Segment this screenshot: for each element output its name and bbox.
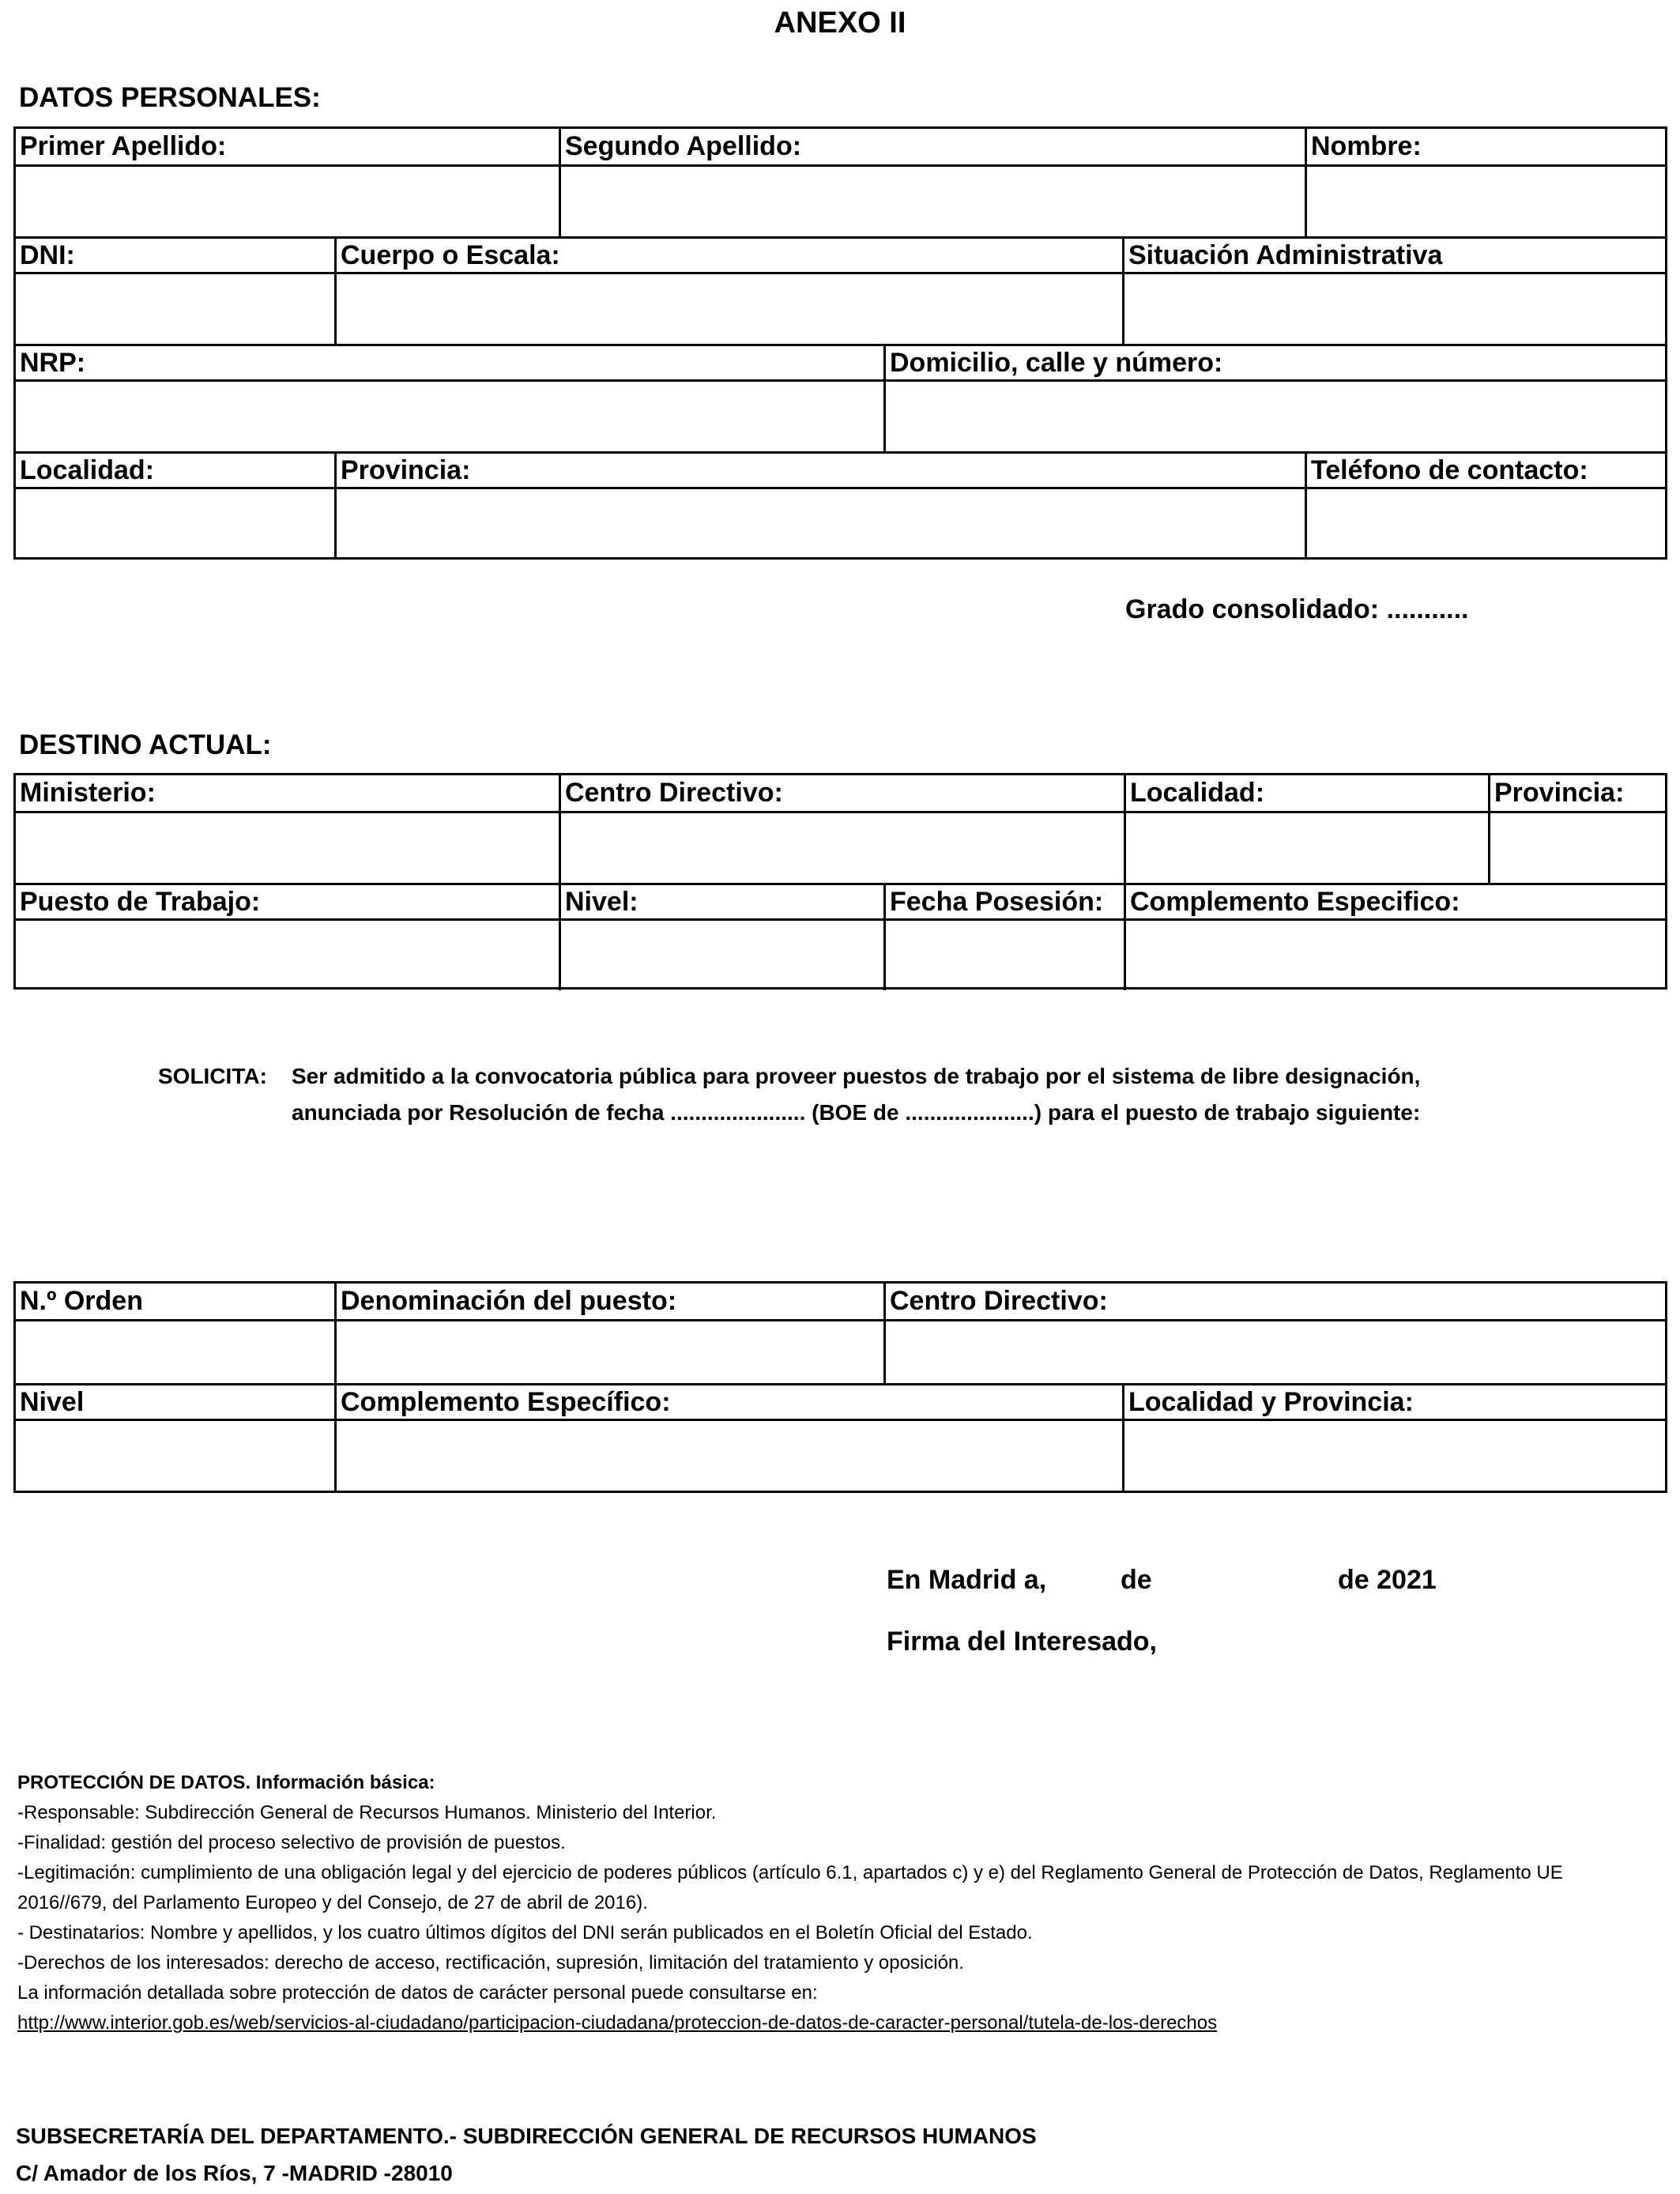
telefono-field[interactable] [1305, 489, 1665, 559]
table-row [16, 1319, 1665, 1383]
orden-label: N.º Orden [20, 1286, 143, 1316]
proteccion-derechos: -Derechos de los interesados: derecho de acceso, rectificación, supresión, limitación del tratamiento y oposición. [17, 1952, 964, 1973]
localidad-provincia-field[interactable] [1122, 1421, 1665, 1491]
proteccion-datos [17, 1768, 1669, 2038]
primer-apellido-field[interactable] [16, 167, 559, 236]
firma-interesado: Firma del Interesado, [887, 1627, 1157, 1657]
table-row [16, 775, 1665, 811]
telefono-label: Teléfono de contacto: [1305, 454, 1665, 487]
footer-department: SUBSECRETARÍA DEL DEPARTAMENTO.- SUBDIRECCIÓN GENERAL DE RECURSOS HUMANOS [16, 2124, 1037, 2148]
table-row [16, 918, 1665, 990]
destino-table [13, 773, 1667, 990]
complemento-label: Complemento Especifico: [1124, 885, 1665, 918]
firma-de-anio: de 2021 [1338, 1565, 1437, 1595]
personal-data-heading: DATOS PERSONALES: [19, 82, 321, 113]
table-row [16, 883, 1665, 918]
denominacion-label: Denominación del puesto: [334, 1284, 883, 1319]
fecha-posesion-label: Fecha Posesión: [883, 885, 1124, 918]
personal-data-table [13, 126, 1667, 560]
provincia-field[interactable] [334, 489, 1305, 559]
proteccion-info: La información detallada sobre protección de datos de carácter personal puede consultarse en: [17, 1982, 818, 2004]
table-row [16, 487, 1665, 559]
puesto-trabajo-label: Puesto de Trabajo: [20, 886, 261, 917]
nivel-field[interactable] [559, 921, 883, 990]
denominacion-field[interactable] [334, 1321, 883, 1383]
proteccion-heading: PROTECCIÓN DE DATOS. Información básica: [17, 1772, 435, 1793]
proteccion-legitimacion-1: -Legitimación: cumplimiento de una obligación legal y del ejercicio de poderes públicos (artículo 6.1, apartados c) y e) del Reglamento General de Protección de Datos, Reglamento UE [17, 1862, 1563, 1883]
destino-heading: DESTINO ACTUAL: [19, 729, 272, 760]
domicilio-field[interactable] [883, 382, 1665, 451]
destino-localidad-field[interactable] [1124, 813, 1488, 883]
solicita-text-line2: anunciada por Resolución de fecha ...................... (BOE de .....................) para el puesto de trabajo siguiente: [292, 1100, 1421, 1125]
proteccion-responsable: -Responsable: Subdirección General de Recursos Humanos. Ministerio del Interior. [17, 1802, 717, 1823]
solicitado-complemento-field[interactable] [334, 1421, 1122, 1491]
table-row [16, 344, 1665, 379]
situacion-field[interactable] [1122, 274, 1665, 344]
solicitado-centro-field[interactable] [883, 1321, 1665, 1383]
puesto-trabajo-field[interactable] [16, 921, 559, 990]
fecha-posesion-field[interactable] [883, 921, 1124, 990]
solicitado-nivel-field[interactable] [16, 1421, 334, 1491]
localidad-label: Localidad: [20, 454, 155, 485]
segundo-apellido-label: Segundo Apellido: [559, 129, 1305, 164]
solicitado-complemento-label: Complemento Específico: [334, 1385, 1122, 1419]
centro-directivo-field[interactable] [559, 813, 1124, 883]
dni-field[interactable] [16, 274, 334, 344]
solicita-text-line1: Ser admitido a la convocatoria pública para proveer puestos de trabajo por el sistema de libre designación, [292, 1064, 1421, 1088]
primer-apellido-label: Primer Apellido: [20, 131, 227, 161]
destino-provincia-field[interactable] [1488, 813, 1665, 883]
firma-lugar: En Madrid a, [887, 1565, 1047, 1595]
table-row [16, 811, 1665, 883]
ministerio-label: Ministerio: [20, 778, 156, 808]
proteccion-finalidad: -Finalidad: gestión del proceso selectivo de provisión de puestos. [17, 1832, 566, 1853]
domicilio-label: Domicilio, calle y número: [883, 346, 1665, 379]
table-row [16, 451, 1665, 487]
table-row [16, 164, 1665, 236]
centro-directivo-label: Centro Directivo: [559, 775, 1124, 811]
solicitado-nivel-label: Nivel [20, 1386, 85, 1417]
nombre-label: Nombre: [1305, 129, 1665, 164]
ministerio-field[interactable] [16, 813, 559, 883]
dni-label: DNI: [20, 239, 75, 270]
grado-consolidado: Grado consolidado: ........... [1125, 594, 1469, 624]
situacion-label: Situación Administrativa [1122, 239, 1665, 272]
puesto-solicitado-table [13, 1281, 1667, 1493]
cuerpo-escala-label: Cuerpo o Escala: [334, 239, 1122, 272]
table-row [16, 1284, 1665, 1319]
provincia-label: Provincia: [334, 454, 1305, 487]
segundo-apellido-field[interactable] [559, 167, 1305, 236]
solicita-label: SOLICITA: [158, 1064, 267, 1088]
orden-field[interactable] [16, 1321, 334, 1383]
footer-address: C/ Amador de los Ríos, 7 -MADRID -28010 [16, 2161, 453, 2185]
nivel-label: Nivel: [559, 885, 883, 918]
localidad-provincia-label: Localidad y Provincia: [1122, 1385, 1665, 1419]
solicitado-centro-label: Centro Directivo: [883, 1284, 1665, 1319]
table-row [16, 1419, 1665, 1491]
destino-localidad-label: Localidad: [1124, 775, 1488, 811]
complemento-field[interactable] [1124, 921, 1665, 990]
localidad-field[interactable] [16, 489, 334, 559]
table-row [16, 236, 1665, 272]
destino-provincia-label: Provincia: [1488, 775, 1665, 811]
proteccion-url-link[interactable]: http://www.interior.gob.es/web/servicios-al-ciudadano/participacion-ciudadana/proteccion-de-datos-de-caracter-personal/tutela-de-los-derechos [17, 2012, 1218, 2034]
proteccion-destinatarios: - Destinatarios: Nombre y apellidos, y los cuatro últimos dígitos del DNI serán publicados en el Boletín Oficial del Estado. [17, 1922, 1033, 1943]
firma-de-mes: de [1121, 1565, 1152, 1595]
annex-title: ANEXO II [774, 6, 906, 40]
proteccion-legitimacion-2: 2016//679, del Parlamento Europeo y del Consejo, de 27 de abril de 2016). [17, 1892, 648, 1913]
cuerpo-escala-field[interactable] [334, 274, 1122, 344]
nrp-field[interactable] [16, 382, 883, 451]
nombre-field[interactable] [1305, 167, 1665, 236]
table-row [16, 379, 1665, 451]
table-row [16, 272, 1665, 344]
nrp-label: NRP: [20, 347, 86, 378]
table-row [16, 129, 1665, 164]
table-row [16, 1383, 1665, 1419]
